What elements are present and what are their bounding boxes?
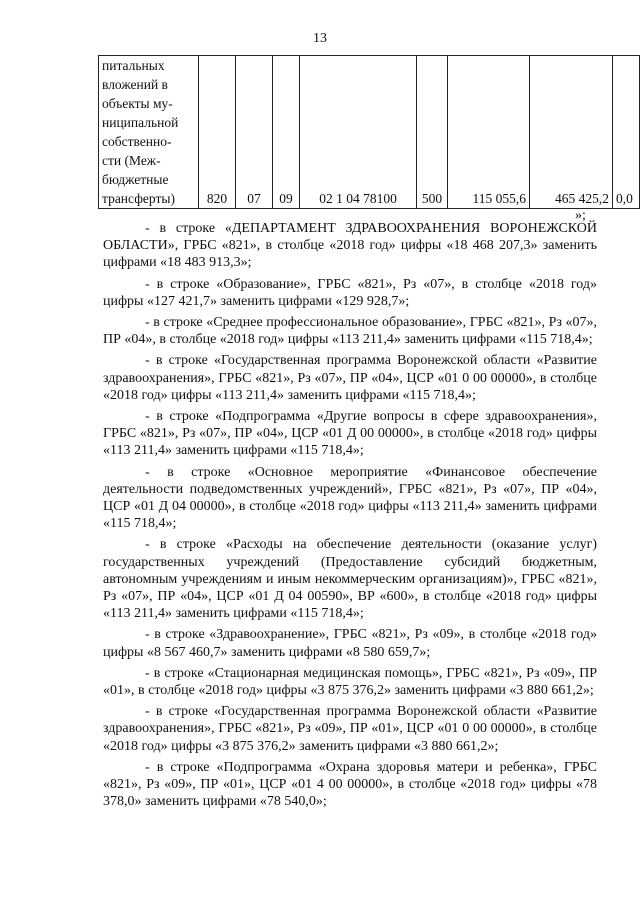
table-closing-quote: »; [575, 208, 586, 223]
paragraph: - в строке «Подпрограмма «Охрана здоровья матери и ребенка», ГРБС «821», Рз «09», ПР «01», ЦСР «01 4 00 00000», в столбце «2018 год» цифры «78 378,0» заменить цифрами «78 540,0»; [103, 759, 597, 810]
paragraph: - в строке «Государственная программа Воронежской области «Развитие здравоохранения», ГРБС «821», Рз «09», ПР «01», ЦСР «01 0 00 00000», в столбце «2018 год» цифры «3 875 376,2» заменить цифрами «3 880 661,2»; [103, 704, 597, 754]
cell-pr: 09 [273, 56, 300, 209]
cell-vr: 500 [417, 56, 448, 209]
paragraph: - в строке «Основное мероприятие «Финансовое обеспечение деятельности подведомственных учреждений», ГРБС «821», Рз «07», ПР «04», ЦСР «01 Д 04 00000», в столбце «2018 год» цифры «113 211,4» заменить цифрами «115 718,4»; [103, 464, 597, 532]
page-number: 13 [313, 31, 327, 46]
cell-amount-2020: 0,0 [613, 56, 640, 209]
cell-rz: 07 [236, 56, 273, 209]
cell-amount-2019: 465 425,2 [530, 56, 613, 209]
cell-name: питальных вложений в объекты му- ниципальной собственно- сти (Меж- бюджетные трансферты) [99, 56, 199, 209]
paragraph: - в строке «Стационарная медицинская помощь», ГРБС «821», Рз «09», ПР «01», в столбце «2018 год» цифры «3 875 376,2» заменить цифрами «3 880 661,2»; [103, 665, 597, 699]
paragraph: - в строке «Среднее профессиональное образование», ГРБС «821», Рз «07», ПР «04», в столбце «2018 год» цифры «113 211,4» заменить цифрами «115 718,4»; [103, 315, 597, 348]
paragraph: - в строке «Здравоохранение», ГРБС «821», Рз «09», в столбце «2018 год» цифры «8 567 460,7» заменить цифрами «8 580 659,7»; [103, 627, 597, 660]
paragraph: - в строке «ДЕПАРТАМЕНТ ЗДРАВООХРАНЕНИЯ ВОРОНЕЖСКОЙ ОБЛАСТИ», ГРБС «821», в столбце «2018 год» цифры «18 468 207,3» заменить цифрами «18 483 913,3»; [103, 221, 597, 271]
budget-table [98, 55, 640, 209]
paragraph: - в строке «Подпрограмма «Другие вопросы в сфере здравоохранения», ГРБС «821», Рз «07», ПР «04», ЦСР «01 Д 00 00000», в столбце «2018 год» цифры «113 211,4» заменить цифрами «115 718,4»; [103, 409, 597, 459]
cell-csr: 02 1 04 78100 [300, 56, 417, 209]
cell-grbs: 820 [199, 56, 236, 209]
paragraph: - в строке «Образование», ГРБС «821», Рз «07», в столбце «2018 год» цифры «127 421,7» заменить цифрами «129 928,7»; [103, 276, 597, 309]
paragraph: - в строке «Расходы на обеспечение деятельности (оказание услуг) государственных учреждений (Предоставление субсидий бюджетным, автономным учреждениям и иным некоммерческим организациям)», ГРБС «821», Рз «07», ПР «04», ЦСР «01 Д 04 00590», ВР «600», в столбце «2018 год» цифры «113 211,4» заменить цифрами «115 718,4»; [103, 537, 597, 622]
paragraph: - в строке «Государственная программа Воронежской области «Развитие здравоохранения», ГРБС «821», Рз «07», ПР «04», ЦСР «01 0 00 00000», в столбце «2018 год» цифры «113 211,4» заменить цифрами «115 718,4»; [103, 353, 597, 403]
table-row [99, 56, 640, 209]
amendment-text [103, 220, 597, 815]
cell-amount-2018: 115 055,6 [448, 56, 530, 209]
